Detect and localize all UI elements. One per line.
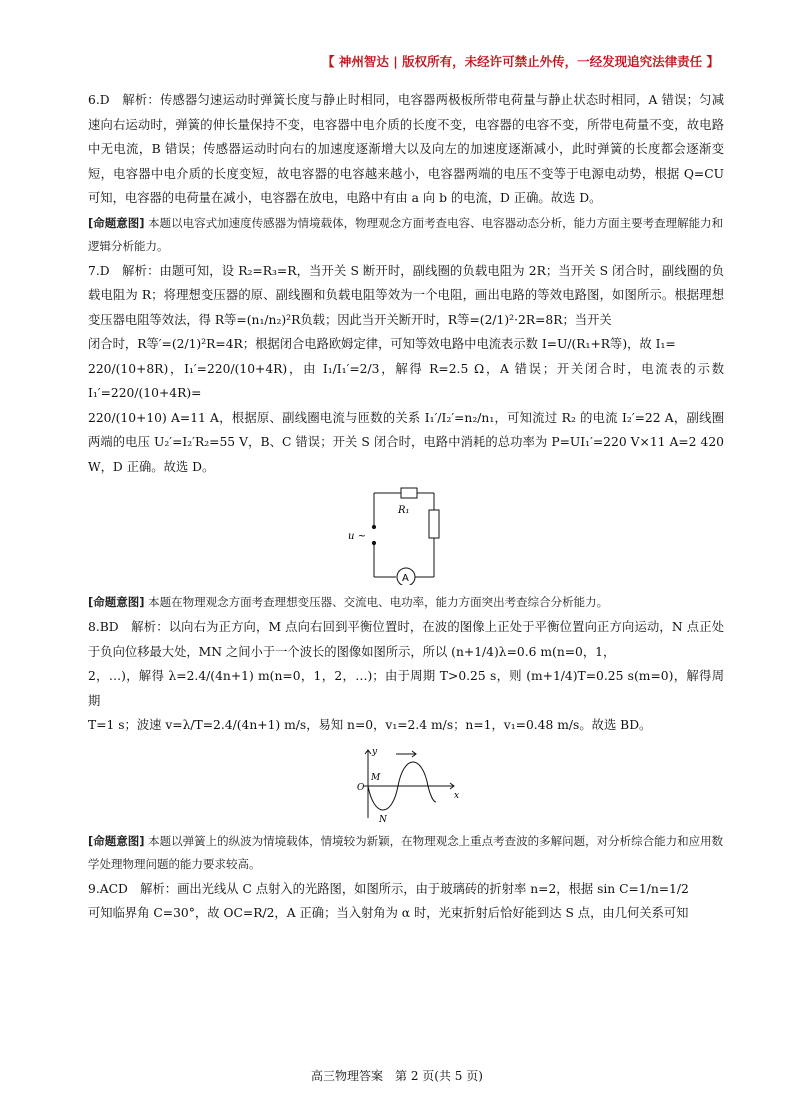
r1-label: R₁ [398,505,410,516]
wave-diagram [346,744,466,824]
q7-intent-label: [命题意图] [88,595,145,609]
q8-intent-label: [命题意图] [88,833,145,848]
q7-intent-text: 本题在物理观念方面考查理想变压器、交流电、电功率，能力方面突出考查综合分析能力。 [148,595,609,609]
q9-line2: 可知临界角 C=30°，故 OC=R/2，A 正确；当入射角为 α 时，光束折射后恰好能到达 S 点，由几何关系可知 [88,906,689,920]
q7-line4: 220/(10+10) A=11 A，根据原、副线圈电流与匝数的关系 I₁′/I₂′=n₂/n₁，可知流过 R₂ 的电流 I₂′=22 A，副线圈两端的电压 U₂′=I₂′R₂=55 V，B、C 错误；开关 S 闭合时，电路中消耗的总功率为 P=UI₁′=220 V×11 A=2 420 W，D 正确。故选 D。 [88,410,724,474]
point-m-label: M [371,772,381,783]
q6-intent-label: [命题意图] [88,215,145,230]
q7-intent [88,591,724,614]
q6-explanation: 6.D 解析：传感器匀速运动时弹簧长度与静止时相同，电容器两极板所带电荷量与静止状态时相同，A 错误；匀减速向右运动时，弹簧的伸长量保持不变，电容器中电介质的长度不变，电容器的电容不变，所带电荷量不变，故电路中无电流，B 错误；传感器运动时向右的加速度逐渐增大以及向左的加速度逐渐减小，此时弹簧的长度都会逐渐变短，电容器中电介质的长度变短，故电容器的电容越来越小，电容器两端的电压不变等于电源电动势，根据 Q=CU 可知，电容器的电荷量在减小，电容器在放电，电路中有由 a 向 b 的电流，D 正确。故选 D。 [88,93,724,205]
q8-intent-text: 本题以弹簧上的纵波为情境载体，情境较为新颖，在物理观念上重点考查波的多解问题，对分析综合能力和应用数学处理物理问题的能力要求较高。 [88,833,724,871]
ammeter-label: A [402,573,409,584]
q8-line3: T=1 s；波速 v=λ/T=2.4/(4n+1) m/s，易知 n=0，v₁=2.4 m/s；n=1，v₁=0.48 m/s。故选 BD。 [88,718,652,732]
q9-line1: 9.ACD 解析：画出光线从 C 点射入的光路图，如图所示，由于玻璃砖的折射率 n=2，根据 sin C=1/n=1/2 [88,881,689,896]
copyright-header: 【 神州智达 | 版权所有，未经许可禁止外传，一经发现追究法律责任 】 [322,54,719,69]
source-label: u ~ [348,531,366,542]
q6-intent-text: 本题以电容式加速度传感器为情境载体，物理观念方面考查电容、电容器动态分析，能力方面主要考查理解能力和逻辑分析能力。 [88,215,724,253]
origin-label: O [357,782,365,793]
point-n-label: N [379,814,387,824]
q7-line3: 220/(10+8R)，I₁′=220/(10+4R)，由 I₁/I₁′=2/3，解得 R=2.5 Ω，A 错误；开关闭合时，电流表的示数 I₁′=220/(10+4R)= [88,361,724,400]
x-axis-label: x [454,790,460,801]
page-footer: 高三物理答案 第 2 页(共 5 页) [311,1069,483,1083]
equivalent-circuit-diagram [346,485,466,585]
q7-line1: 7.D 解析：由题可知，设 R₂=R₃=R，当开关 S 断开时，副线圈的负载电阻为 2R；当开关 S 闭合时，副线圈的负载电阻为 R；将理想变压器的原、副线圈和负载电阻等效为一个电阻，画出电路的等效电路图，如图所示。根据理想变压器电阻等效法，得 R等=(n₁/n₂)²R负载；因此当开关断开时，R等=(2/1)²·2R=8R；当开关 [88,263,724,327]
q7-line2: 闭合时，R等′=(2/1)²R=4R；根据闭合电路欧姆定律，可知等效电路中电流表示数 I=U/(R₁+R等)，故 I₁= [88,337,676,351]
y-axis-label: y [372,746,378,757]
q8-line2: 2，…)，解得 λ=2.4/(4n+1) m(n=0，1，2，…)；由于周期 T>0.25 s，则 (m+1/4)T=0.25 s(m=0)，解得周期 [88,669,724,708]
q8-intent [88,830,724,876]
q8-line1: 8.BD 解析：以向右为正方向，M 点向右回到平衡位置时，在波的图像上正处于平衡位置向正方向运动，N 点正处于负向位移最大处，MN 之间小于一个波长的图像如图所示，所以 (n+1/4)λ=0.6 m(n=0，1， [88,620,724,659]
answer-content [88,88,724,926]
q6-intent [88,212,724,258]
